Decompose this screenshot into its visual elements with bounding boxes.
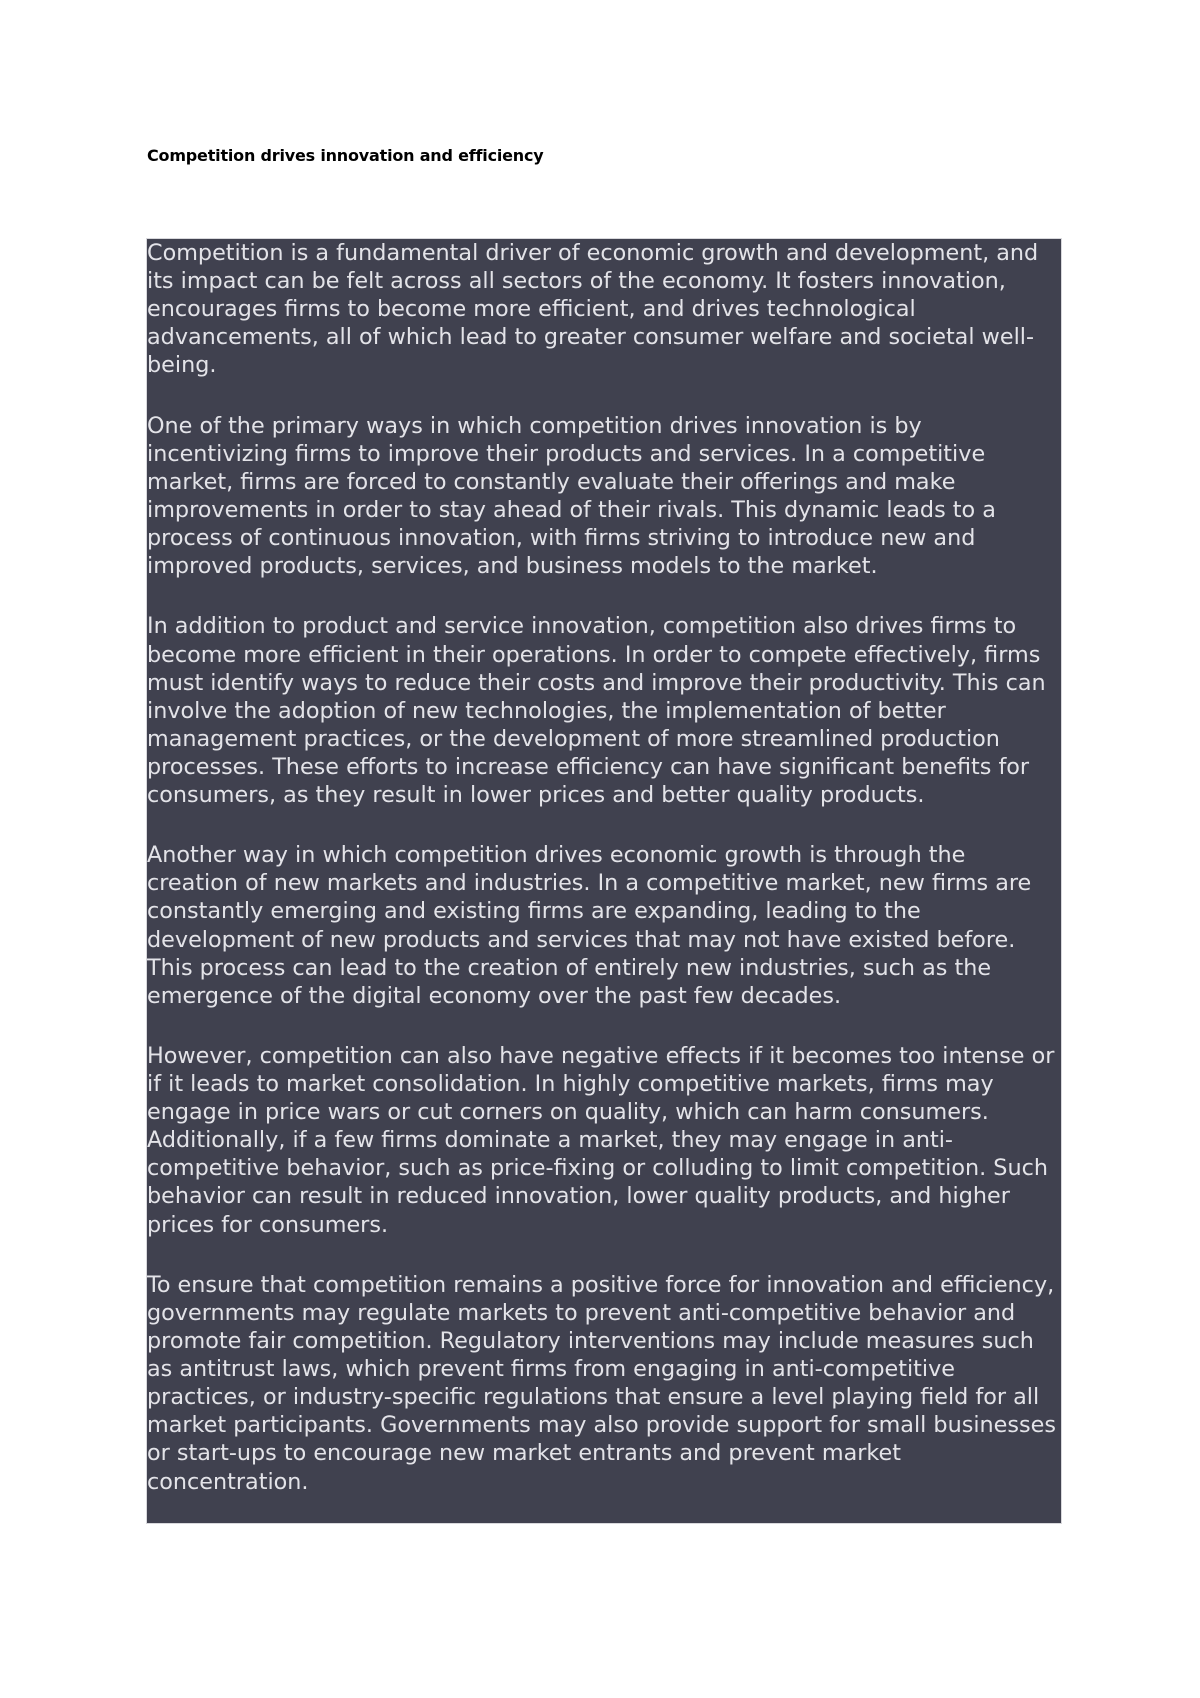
paragraph: To ensure that competition remains a positive force for innovation and efficiency, governments may regulate markets to prevent anti-competitive behavior and promote fair competition. Regulatory interventions may include measures such as antitrust laws, which prevent firms from engaging in anti-competitive practices, or industry-specific regulations that ensure a level playing field for all market participants. Governments may also provide support for small businesses or start-ups to encourage new market entrants and prevent market concentration. <box>147 1271 1056 1495</box>
paragraph: In addition to product and service innovation, competition also drives firms to become more efficient in their operations. In order to compete effectively, firms must identify ways to reduce their costs and improve their productivity. This can involve the adoption of new technologies, the implementation of better management practices, or the development of more streamlined production processes. These efforts to increase efficiency can have significant benefits for consumers, as they result in lower prices and better quality products. <box>147 613 1046 808</box>
text-block <box>146 238 1062 1524</box>
paragraph: Another way in which competition drives economic growth is through the creation of new markets and industries. In a competitive market, new firms are constantly emerging and existing firms are expanding, leading to the development of new products and services that may not have existed before. This process can lead to the creation of entirely new industries, such as the emergence of the digital economy over the past few decades. <box>147 842 1032 1009</box>
paragraph: One of the primary ways in which competition drives innovation is by incentivizing firms to improve their products and services. In a competitive market, firms are forced to constantly evaluate their offerings and make improvements in order to stay ahead of their rivals. This dynamic leads to a process of continuous innovation, with firms striving to introduce new and improved products, services, and business models to the market. <box>147 412 996 580</box>
paragraph: Competition is a fundamental driver of economic growth and development, and its impact can be felt across all sectors of the economy. It fosters innovation, encourages firms to become more efficient, and drives technological advancements, all of which lead to greater consumer welfare and societal well-being. <box>147 240 1039 379</box>
paragraph: However, competition can also have negative effects if it becomes too intense or if it leads to market consolidation. In highly competitive markets, firms may engage in price wars or cut corners on quality, which can harm consumers. Additionally, if a few firms dominate a market, they may engage in anti-competitive behavior, such as price-fixing or colluding to limit competition. Such behavior can result in reduced innovation, lower quality products, and higher prices for consumers. <box>147 1043 1055 1238</box>
document-title: Competition drives innovation and efficiency <box>147 146 544 165</box>
